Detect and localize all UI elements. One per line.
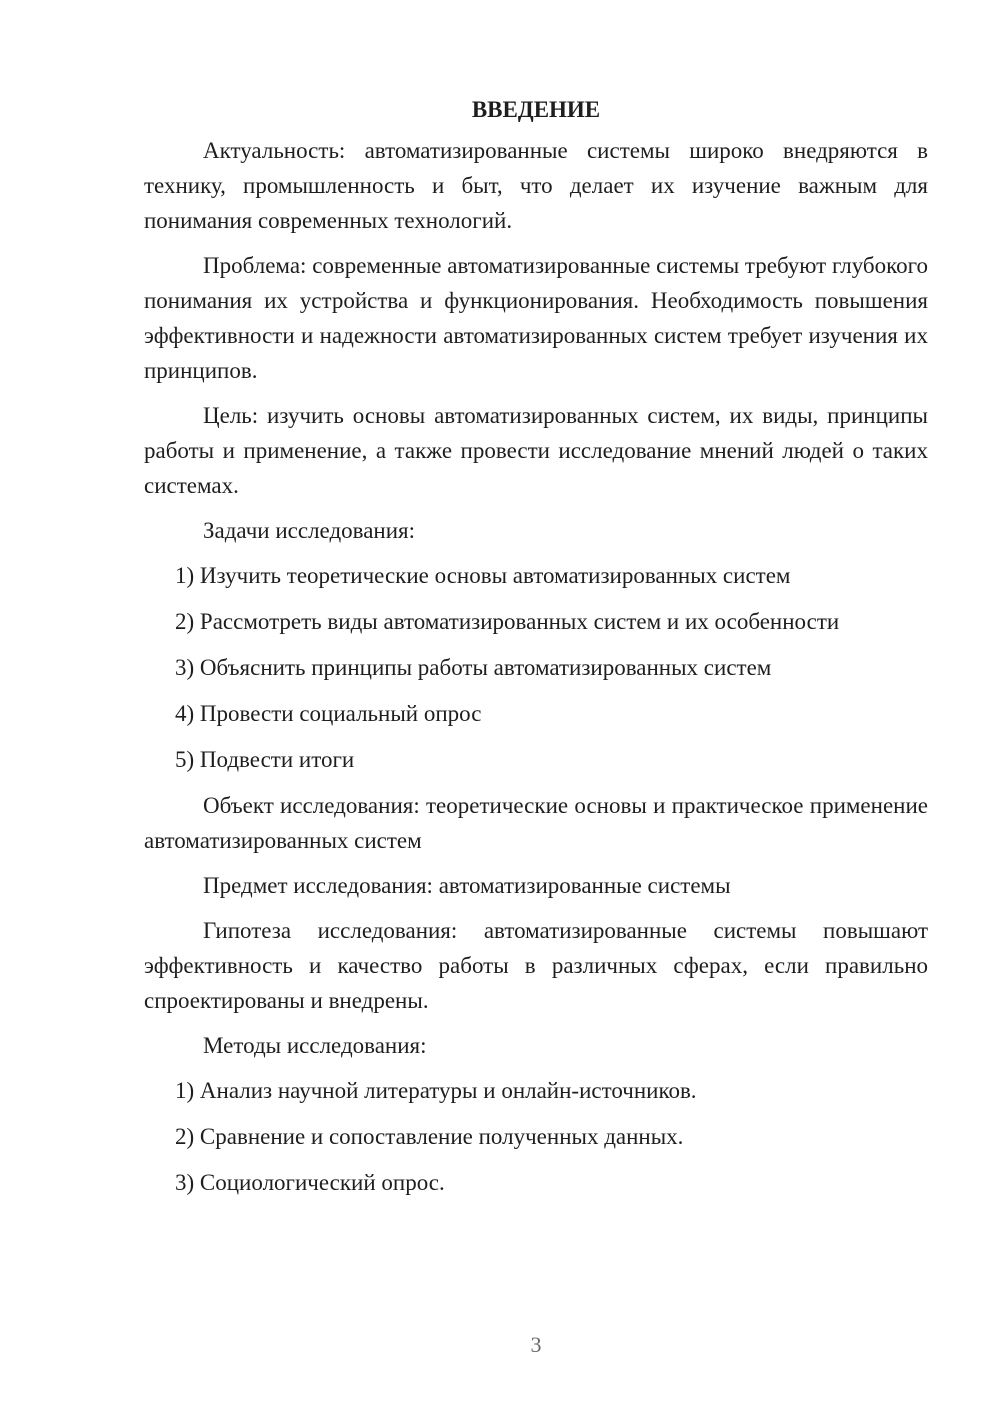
page-content (144, 92, 928, 1211)
method-item: 2) Сравнение и сопоставление полученных данных. (175, 1124, 684, 1149)
method-item: 3) Социологический опрос. (175, 1170, 445, 1195)
hypothesis-paragraph: Гипотеза исследования: автоматизированные системы повышают эффективность и качество работы в различных сферах, если правильно спроектированы и внедрены. (144, 918, 928, 1013)
problem-paragraph: Проблема: современные автоматизированные системы требуют глубокого понимания их устройства и функционирования. Необходимость повышения эффективности и надежности автоматизированных систем требует изучения их принципов. (144, 253, 928, 383)
page-number: 3 (530, 1332, 542, 1357)
task-item: 3) Объяснить принципы работы автоматизированных систем (175, 655, 772, 680)
subject-paragraph: Предмет исследования: автоматизированные системы (203, 873, 731, 898)
task-item: 4) Провести социальный опрос (175, 701, 482, 726)
object-paragraph: Объект исследования: теоретические основы и практическое применение автоматизированных систем (144, 793, 928, 853)
tasks-label: Задачи исследования: (203, 518, 416, 543)
goal-paragraph: Цель: изучить основы автоматизированных систем, их виды, принципы работы и применение, а также провести исследование мнений людей о таких системах. (144, 403, 928, 498)
methods-label: Методы исследования: (203, 1033, 427, 1058)
task-item: 5) Подвести итоги (175, 747, 355, 772)
section-heading: ВВЕДЕНИЕ (471, 97, 601, 122)
tasks-list (144, 558, 928, 777)
task-item: 1) Изучить теоретические основы автоматизированных систем (175, 563, 791, 588)
task-item: 2) Рассмотреть виды автоматизированных систем и их особенности (175, 609, 840, 634)
methods-list (144, 1073, 928, 1200)
relevance-paragraph: Актуальность: автоматизированные системы широко внедряются в технику, промышленность и быт, что делает их изучение важным для понимания современных технологий. (144, 138, 928, 233)
method-item: 1) Анализ научной литературы и онлайн-источников. (175, 1078, 697, 1103)
